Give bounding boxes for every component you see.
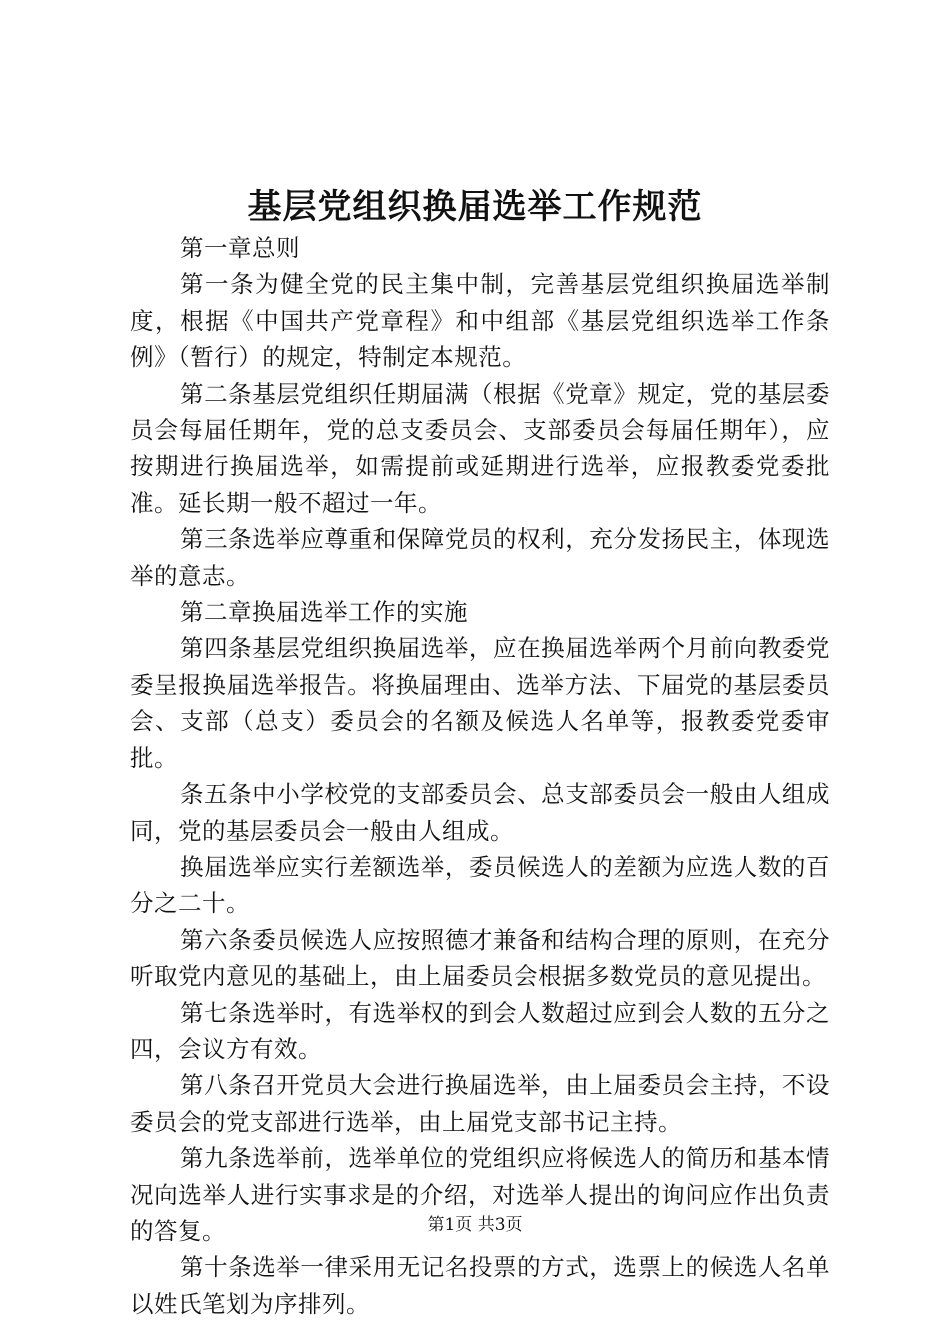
article-paragraph: 第八条召开党员大会进行换届选举，由上届委员会主持，不设委员会的党支部进行选举，由上届党支部书记主持。 <box>130 1071 830 1136</box>
article-paragraph: 第九条选举前，选举单位的党组织应将候选人的简历和基本情况向选举人进行实事求是的介绍，对选举人提出的询问应作出负责的答复。 <box>130 1144 830 1245</box>
article-paragraph: 第七条选举时，有选举权的到会人数超过应到会人数的五分之四，会议方有效。 <box>130 998 830 1063</box>
article-paragraph: 第三条选举应尊重和保障党员的权利，充分发扬民主，体现选举的意志。 <box>130 525 830 590</box>
article-paragraph: 第十条选举一律采用无记名投票的方式，选票上的候选人名单以姓氏笔划为序排列。 <box>130 1253 830 1318</box>
document-body <box>130 230 830 1322</box>
article-paragraph: 第四条基层党组织换届选举，应在换届选举两个月前向教委党委呈报换届选举报告。将换届理由、选举方法、下届党的基层委员会、支部（总支）委员会的名额及候选人名单等，报教委党委审批。 <box>130 634 830 772</box>
article-paragraph: 第一条为健全党的民主集中制，完善基层党组织换届选举制度，根据《中国共产党章程》和中组部《基层党组织选举工作条例》（暂行）的规定，特制定本规范。 <box>130 270 830 372</box>
page-number-footer: 第1页 共3页 <box>427 1215 523 1235</box>
chapter-heading: 第二章换届选举工作的实施 <box>180 598 468 627</box>
article-paragraph: 换届选举应实行差额选举，委员候选人的差额为应选人数的百分之二十。 <box>130 852 830 918</box>
article-paragraph: 第二条基层党组织任期届满（根据《党章》规定，党的基层委员会每届任期年，党的总支委员会、支部委员会每届任期年），应按期进行换届选举，如需提前或延期进行选举，应报教委党委批准。延长期一般不超过一年。 <box>130 379 830 517</box>
article-paragraph: 第六条委员候选人应按照德才兼备和结构合理的原则，在充分听取党内意见的基础上，由上届委员会根据多数党员的意见提出。 <box>130 925 830 991</box>
chapter-heading: 第一章总则 <box>180 234 300 262</box>
document-title: 基层党组织换届选举工作规范 <box>247 187 703 227</box>
article-paragraph: 条五条中小学校党的支部委员会、总支部委员会一般由人组成同，党的基层委员会一般由人组成。 <box>130 780 830 845</box>
